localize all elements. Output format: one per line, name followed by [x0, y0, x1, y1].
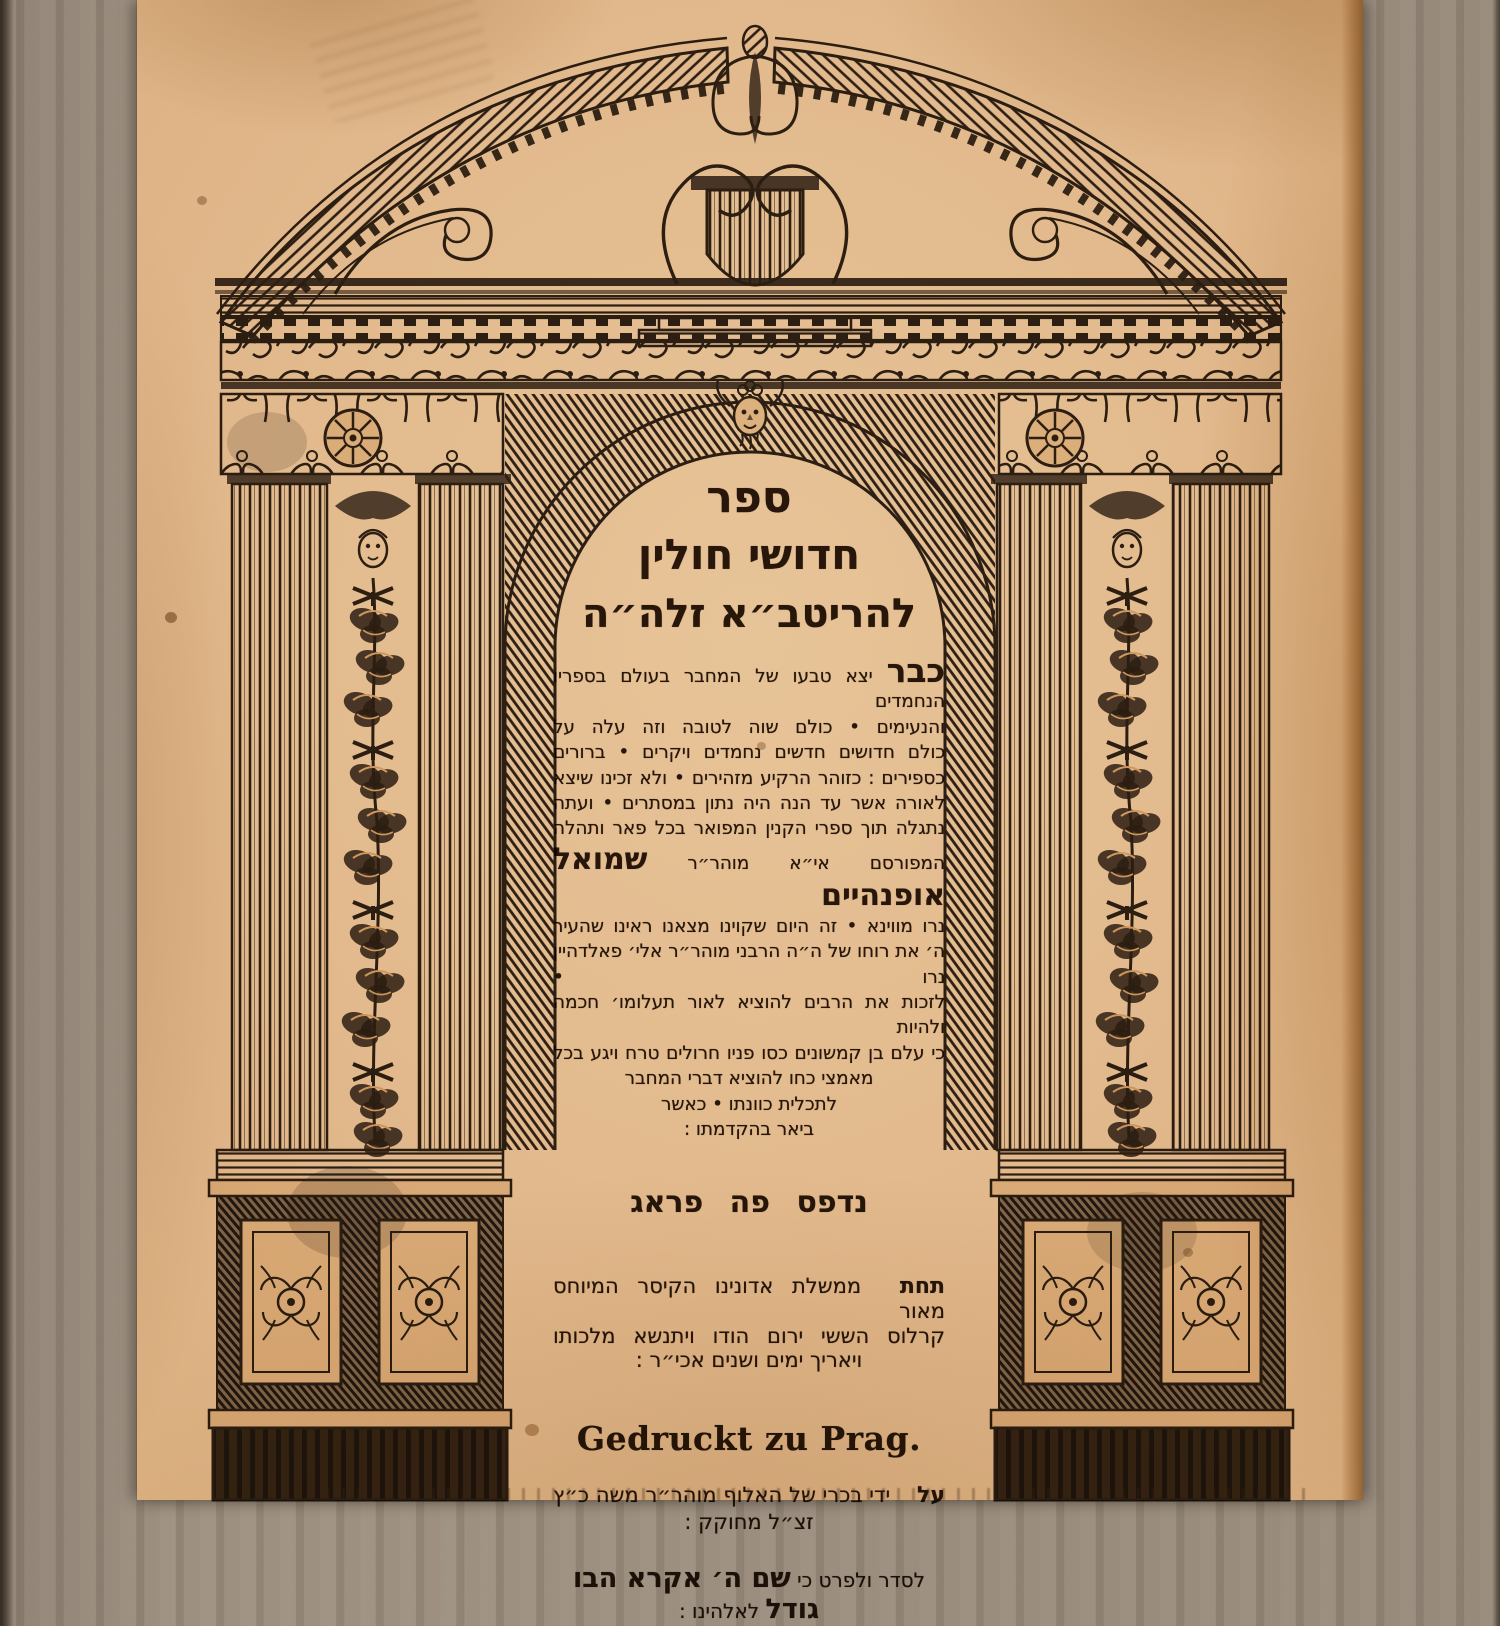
- foxing-spot: [525, 1424, 539, 1436]
- foxing-spot: [197, 196, 207, 205]
- dedication-line: קרלוס הששי ירום הודו ויתנשא מלכותו: [553, 1323, 945, 1348]
- foreword-line: כולם חדושים חדשים נחמדים ויקרים • ברורים: [553, 742, 945, 764]
- emperor-dedication: [553, 1274, 945, 1373]
- foreword-line: והנעימים • כולם שוה לטובה וזה עלה על: [553, 716, 945, 738]
- foxing-spot: [1183, 1248, 1193, 1257]
- foreword-paragraph: [553, 651, 945, 1143]
- entablature: [215, 278, 1287, 389]
- dedication-line: ויאריך ימים ושנים אכי״ר :: [635, 1348, 863, 1372]
- dedication-line: תחת ממשלת אדונינו הקיסר המיוחס מאור: [553, 1273, 945, 1323]
- chronogram-line: לסדר ולפרט כי שם ה׳ אקרא הבו: [573, 1562, 925, 1594]
- foreword-line: נרו מווינא • זה היום שקוינו מצאנו ראינו שהעיר: [553, 915, 945, 937]
- left-garland: [335, 491, 411, 1157]
- page-deckle-edge: [1341, 0, 1363, 1500]
- title-page-text: [553, 470, 945, 1626]
- gedruckt-zu-prag-line: Gedruckt zu Prag.: [576, 1418, 922, 1458]
- chronogram: [553, 1564, 945, 1626]
- book-author-line: להריטב״א זלה״ה: [581, 591, 917, 637]
- foxing-spot: [165, 612, 177, 623]
- foxing-spot: [757, 742, 766, 750]
- printer-line: זצ״ל מחוקק :: [684, 1509, 814, 1534]
- foreword-closing-line: ביאר בהקדמתו :: [683, 1119, 814, 1141]
- book-title-word: ספר: [706, 472, 792, 523]
- rosette-icon: [1027, 410, 1083, 466]
- foreword-line: נתגלה תוך ספרי הקנין המפואר בכל פאר ותהלה: [553, 818, 945, 840]
- foreword-line: לאורה אשר עד הנה היה נתון במסתרים • ועתה: [553, 793, 945, 815]
- chronogram-line: גודל לאלהינו :: [678, 1593, 820, 1625]
- foreword-line: כספירים : כזוהר הרקיע מזהירים • ולא זכינו שיצא: [553, 767, 945, 789]
- rosette-icon: [325, 410, 381, 466]
- foreword-line: כבר יצא טבעו של המחבר בעולם בספריו הנחמדים: [553, 651, 945, 713]
- printer-line: על ידי בכרי של האלוף מוהר״ר משה כ״ץ: [553, 1482, 945, 1508]
- book-page: [137, 0, 1363, 1625]
- patron-line: המפורסם אי״א מוהר״ר שמואל אופנהיים: [553, 841, 945, 913]
- verso-show-through: [327, 1488, 1307, 1500]
- patron-name: שמואל אופנהיים: [553, 841, 945, 913]
- foreword-line: לזכות את הרבים להוציא לאור תעלומו׳ חכמה ולהיות: [553, 992, 945, 1039]
- decorated-initial: על: [917, 1482, 945, 1508]
- right-garland: [1089, 491, 1165, 1157]
- imprint-place-line: נדפס פה פראג: [630, 1184, 868, 1220]
- foreword-line: כי עלם בן קמשונים כסו פניו חרולים טרח ויגע בכל: [553, 1042, 945, 1064]
- chronogram-emphasis: שם ה׳ אקרא הבו: [573, 1562, 791, 1594]
- foreword-closing-line: מאמצי כחו להוציא דברי המחבר: [624, 1068, 874, 1090]
- book-title-line: חדושי חולין: [637, 530, 861, 579]
- decorated-initial: תחת: [899, 1273, 945, 1299]
- foreword-line: ה׳ את רוחו של ה״ה הרבני מוהר״ר אלי׳ פאלדהיין נרו •: [553, 941, 945, 988]
- foreword-closing-line: לתכלית כוונתו • כאשר: [661, 1093, 837, 1115]
- chronogram-emphasis: גודל: [765, 1593, 820, 1625]
- decorated-initial: כבר: [886, 651, 945, 690]
